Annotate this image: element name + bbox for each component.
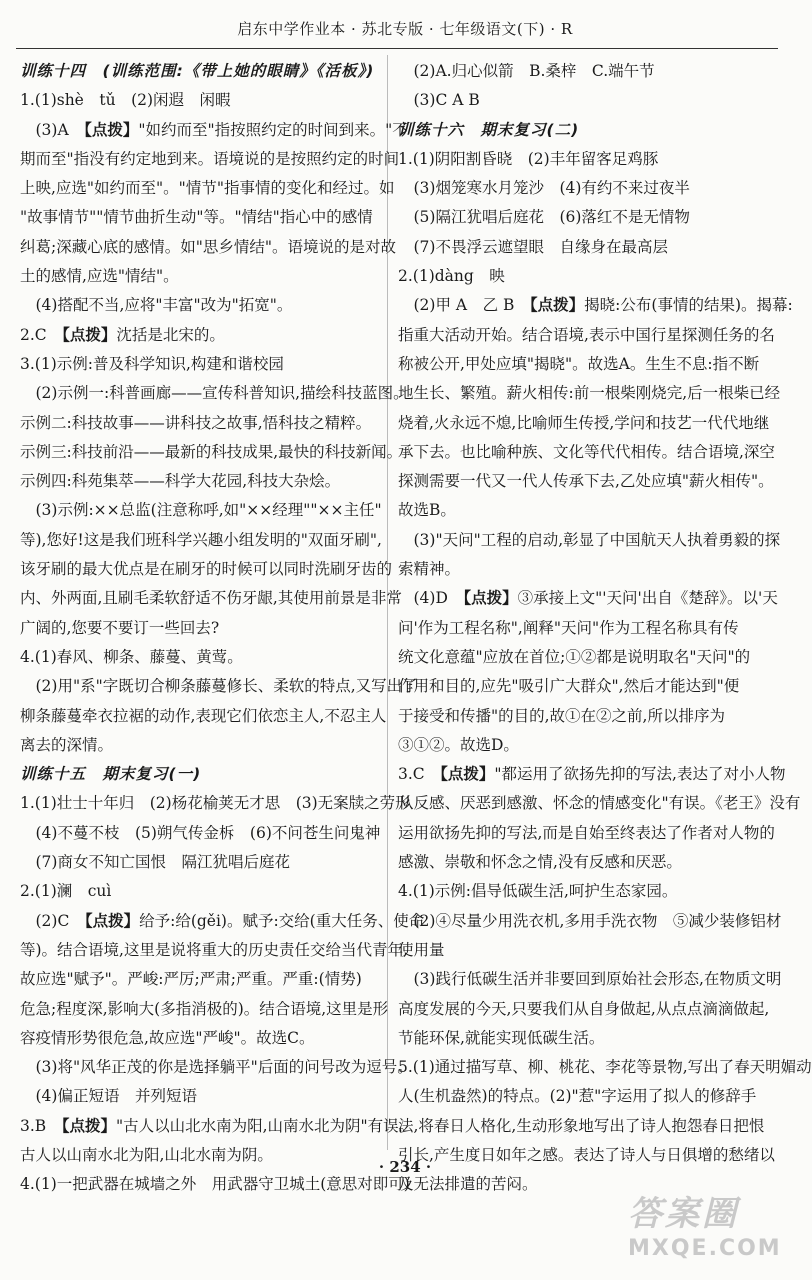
answer-line: 高度发展的今天,只要我们从自身做起,从点点滴滴做起, <box>398 999 770 1018</box>
answer-line: 示例三:科技前沿——最新的科技成果,最快的科技新闻。 <box>20 442 403 461</box>
answer-line: 1.(1)阴阳割昏晓 (2)丰年留客足鸡豚 <box>398 149 659 168</box>
answer-line: (3)示例:××总监(注意称呼,如"××经理""××主任" <box>20 501 382 520</box>
answer-line: 示例二:科技故事——讲科技之故事,悟科技之精粹。 <box>20 413 372 432</box>
answer-line: 称被公开,甲处应填"揭晓"。故选A。生生不息:指不断 <box>398 354 760 373</box>
answer-text: 给予:给(gěi)。赋予:交给(重大任务、使命 <box>139 911 425 930</box>
answer-line <box>398 291 793 320</box>
answer-prefix: 3.C <box>398 765 441 784</box>
answer-prefix: 2.C <box>20 325 63 344</box>
answer-line: 使用量 <box>398 940 445 959</box>
answer-prefix: 3.B <box>20 1116 62 1135</box>
dianbo-tag: 【点拨】 <box>84 120 139 139</box>
dianbo-tag: 【点拨】 <box>61 1116 116 1135</box>
answer-line: "故事情节""情节曲折生动"等。"情结"指心中的感情 <box>20 208 373 227</box>
answer-line: 内、外两面,且刷毛柔软舒适不伤牙龈,其使用前景是非常 <box>20 589 402 608</box>
page-number: · 234 · <box>378 1158 432 1176</box>
dianbo-tag: 【点拨】 <box>84 911 140 930</box>
answer-line: 2.(1)澜 cuì <box>20 882 112 901</box>
watermark-url: MXQE.COM <box>628 1236 782 1261</box>
answer-line: 故应选"赋予"。严峻:严厉;严肃;严重。严重:(情势) <box>20 970 362 989</box>
answer-line: 探测需要一代又一代人传承下去,乙处应填"薪火相传"。 <box>398 472 774 491</box>
answer-text: "如约而至"指按照约定的时间到来。"不 <box>138 120 408 139</box>
section-heading: 训练十四 (训练范围:《带上她的眼睛》《活板》) <box>20 62 375 80</box>
answer-prefix: (3)A <box>20 120 85 139</box>
answer-line: 指重大活动开始。结合语境,表示中国行星探测任务的名 <box>398 325 775 344</box>
answer-line: ③①②。故选D。 <box>398 735 519 754</box>
answer-line: 纠葛;深藏心底的感情。如"思乡情结"。语境说的是对故 <box>20 237 396 256</box>
page-header: 启东中学作业本 · 苏北专版 · 七年级语文(下) · R <box>237 20 573 38</box>
answer-line: 4.(1)一把武器在城墙之外 用武器守卫城土(意思对即可) <box>20 1175 410 1194</box>
answer-line: 1.(1)shè tǔ (2)闲遐 闲暇 <box>20 91 231 110</box>
answer-line: 柳条藤蔓牵衣拉裾的动作,表现它们依恋主人,不忍主人 <box>20 706 387 725</box>
answer-line: 土的感情,应选"情结"。 <box>20 267 179 286</box>
watermark-logo <box>628 1192 798 1272</box>
answer-line: 容疫情形势很危急,故应选"严峻"。故选C。 <box>20 1028 315 1047</box>
answer-line <box>20 321 376 350</box>
answer-line: 索精神。 <box>398 560 461 579</box>
answer-line: 人(生机盎然)的特点。(2)"惹"字运用了拟人的修辞手 <box>398 1087 757 1106</box>
answer-line: (7)商女不知亡国恨 隔江犹唱后庭花 <box>20 853 290 872</box>
answer-line: (3)C A B <box>398 91 480 110</box>
answer-line: (3)烟笼寒水月笼沙 (4)有约不来过夜半 <box>398 179 690 198</box>
dianbo-tag: 【点拨】 <box>62 325 117 344</box>
answer-line: (2)用"系"字既切合柳条藤蔓修长、柔软的特点,又写出了 <box>20 677 418 696</box>
answer-line: (2)示例一:科普画廊——宣传科普知识,描绘科技蓝图。 <box>20 384 409 403</box>
answer-line: (4)搭配不当,应将"丰富"改为"拓宽"。 <box>20 296 293 315</box>
answer-line: 等),您好!这是我们班科学兴趣小组发明的"双面牙刷", <box>20 530 382 549</box>
answer-line <box>398 760 786 789</box>
answer-line: 2.(1)dàng 映 <box>398 267 505 286</box>
answer-line: (3)将"风华正茂的你是选择躺平"后面的问号改为逗号。 <box>20 1058 413 1077</box>
dianbo-tag: 【点拨】 <box>440 765 495 784</box>
answer-line: 烧着,火永远不熄,比喻师生传授,学问和技艺一代代地继 <box>398 413 770 432</box>
answer-line: 问'作为工程名称",阐释"天问"作为工程名称具有传 <box>398 618 739 637</box>
answer-line: 广阔的,您要不要订一些回去? <box>20 618 220 637</box>
answer-line: (7)不畏浮云遮望眼 自缘身在最高层 <box>398 237 668 256</box>
answer-line: 感激、崇敬和怀念之情,没有反感和厌恶。 <box>398 853 682 872</box>
answer-line <box>20 1112 415 1141</box>
section-heading: 训练十六 期末复习(二) <box>398 120 580 139</box>
answer-line: (3)践行低碳生活并非要回到原始社会形态,在物质文明 <box>398 970 782 989</box>
right-column <box>398 57 812 1200</box>
header-rule <box>16 48 778 49</box>
answer-line: (2)④尽量少用洗衣机,多用手洗衣物 ⑤减少装修铝材 <box>398 911 782 930</box>
answer-line: 5.(1)通过描写草、柳、桃花、李花等景物,写出了春天明媚动 <box>398 1058 812 1077</box>
answer-text: 沈括是北宋的。 <box>116 325 225 344</box>
answer-line: (2)A.归心似箭 B.桑梓 C.端午节 <box>398 62 655 80</box>
answer-line: 节能环保,就能实现低碳生活。 <box>398 1028 605 1047</box>
answer-prefix: (2)C <box>20 911 85 930</box>
answer-line: 上映,应选"如约而至"。"情节"指事情的变化和经过。如 <box>20 179 395 198</box>
answer-line: 古人以山南水北为阳,山北水南为阴。 <box>20 1145 273 1164</box>
answer-line: 该牙刷的最大优点是在刷牙的时候可以同时洗刷牙齿的 <box>20 560 393 579</box>
answer-line: (4)偏正短语 并列短语 <box>20 1087 197 1106</box>
answer-text: "都运用了欲扬先抑的写法,表达了对小人物 <box>494 765 786 784</box>
answer-prefix: (4)D <box>398 589 464 608</box>
answer-line: 引长,产生度日如年之感。表达了诗人与日俱增的愁绪以 <box>398 1145 775 1164</box>
answer-text: "古人以山北水南为阳,山南水北为阴"有误。 <box>115 1116 415 1135</box>
answer-line: 于接受和传播"的目的,故①在②之前,所以排序为 <box>398 706 725 725</box>
answer-line: 法,将春日人格化,生动形象地写出了诗人抱怨春日把恨 <box>398 1116 765 1135</box>
answer-line: 承下去。也比喻种族、文化等代代相传。结合语境,深空 <box>398 442 775 461</box>
dianbo-tag: 【点拨】 <box>529 296 585 315</box>
answer-line: 作用和目的,应先"吸引广大群众",然后才能达到"便 <box>398 677 740 696</box>
answer-line: 地生长、繁殖。薪火相传:前一根柴刚烧完,后一根柴已经 <box>398 384 781 403</box>
answer-line: 危急;程度深,影响大(多指消极的)。结合语境,这里是形 <box>20 999 389 1018</box>
answer-line: 3.(1)示例:普及科学知识,构建和谐校园 <box>20 354 284 373</box>
answer-line: 1.(1)壮士十年归 (2)杨花榆荚无才思 (3)无案牍之劳形 <box>20 794 411 813</box>
answer-line: (5)隔江犹唱后庭花 (6)落红不是无情物 <box>398 208 690 227</box>
section-heading: 训练十五 期末复习(一) <box>20 765 202 784</box>
answer-line: 示例四:科苑集萃——科学大花园,科技大杂烩。 <box>20 472 341 491</box>
answer-line: 故选B。 <box>398 501 456 520</box>
answer-prefix: (2)甲 A 乙 B <box>398 296 530 315</box>
watermark-chinese: 答案圈 <box>628 1194 739 1234</box>
answer-line: 统文化意蕴"应放在首位;①②都是说明取名"天问"的 <box>398 647 751 666</box>
answer-line: 及无法排遣的苦闷。 <box>398 1175 538 1194</box>
answer-text: ③承接上文"'天问'出自《楚辞》。以'天 <box>517 589 778 608</box>
answer-line: 从反感、厌恶到感激、怀念的情感变化"有误。《老王》没有 <box>398 794 801 813</box>
answer-line: 4.(1)春风、柳条、藤蔓、黄莺。 <box>20 647 243 666</box>
answer-line: 4.(1)示例:倡导低碳生活,呵护生态家园。 <box>398 882 678 901</box>
answer-line: 等)。结合语境,这里是说将重大的历史责任交给当代青年, <box>20 940 408 959</box>
answer-line <box>398 584 778 613</box>
dianbo-tag: 【点拨】 <box>463 589 518 608</box>
answer-line: (3)"天问"工程的启动,彰显了中国航天人执着勇毅的探 <box>398 530 781 549</box>
answer-line: 运用欲扬先抑的写法,而是自始至终表达了作者对人物的 <box>398 823 775 842</box>
answer-line <box>20 116 408 145</box>
answer-line <box>20 907 425 936</box>
answer-line: (4)不蔓不枝 (5)朔气传金柝 (6)不问苍生问鬼神 <box>20 823 381 842</box>
answer-line: 期而至"指没有约定地到来。语境说的是按照约定的时间 <box>20 149 400 168</box>
answer-text: 揭晓:公布(事情的结果)。揭幕: <box>584 296 793 315</box>
answer-line: 离去的深情。 <box>20 735 114 754</box>
